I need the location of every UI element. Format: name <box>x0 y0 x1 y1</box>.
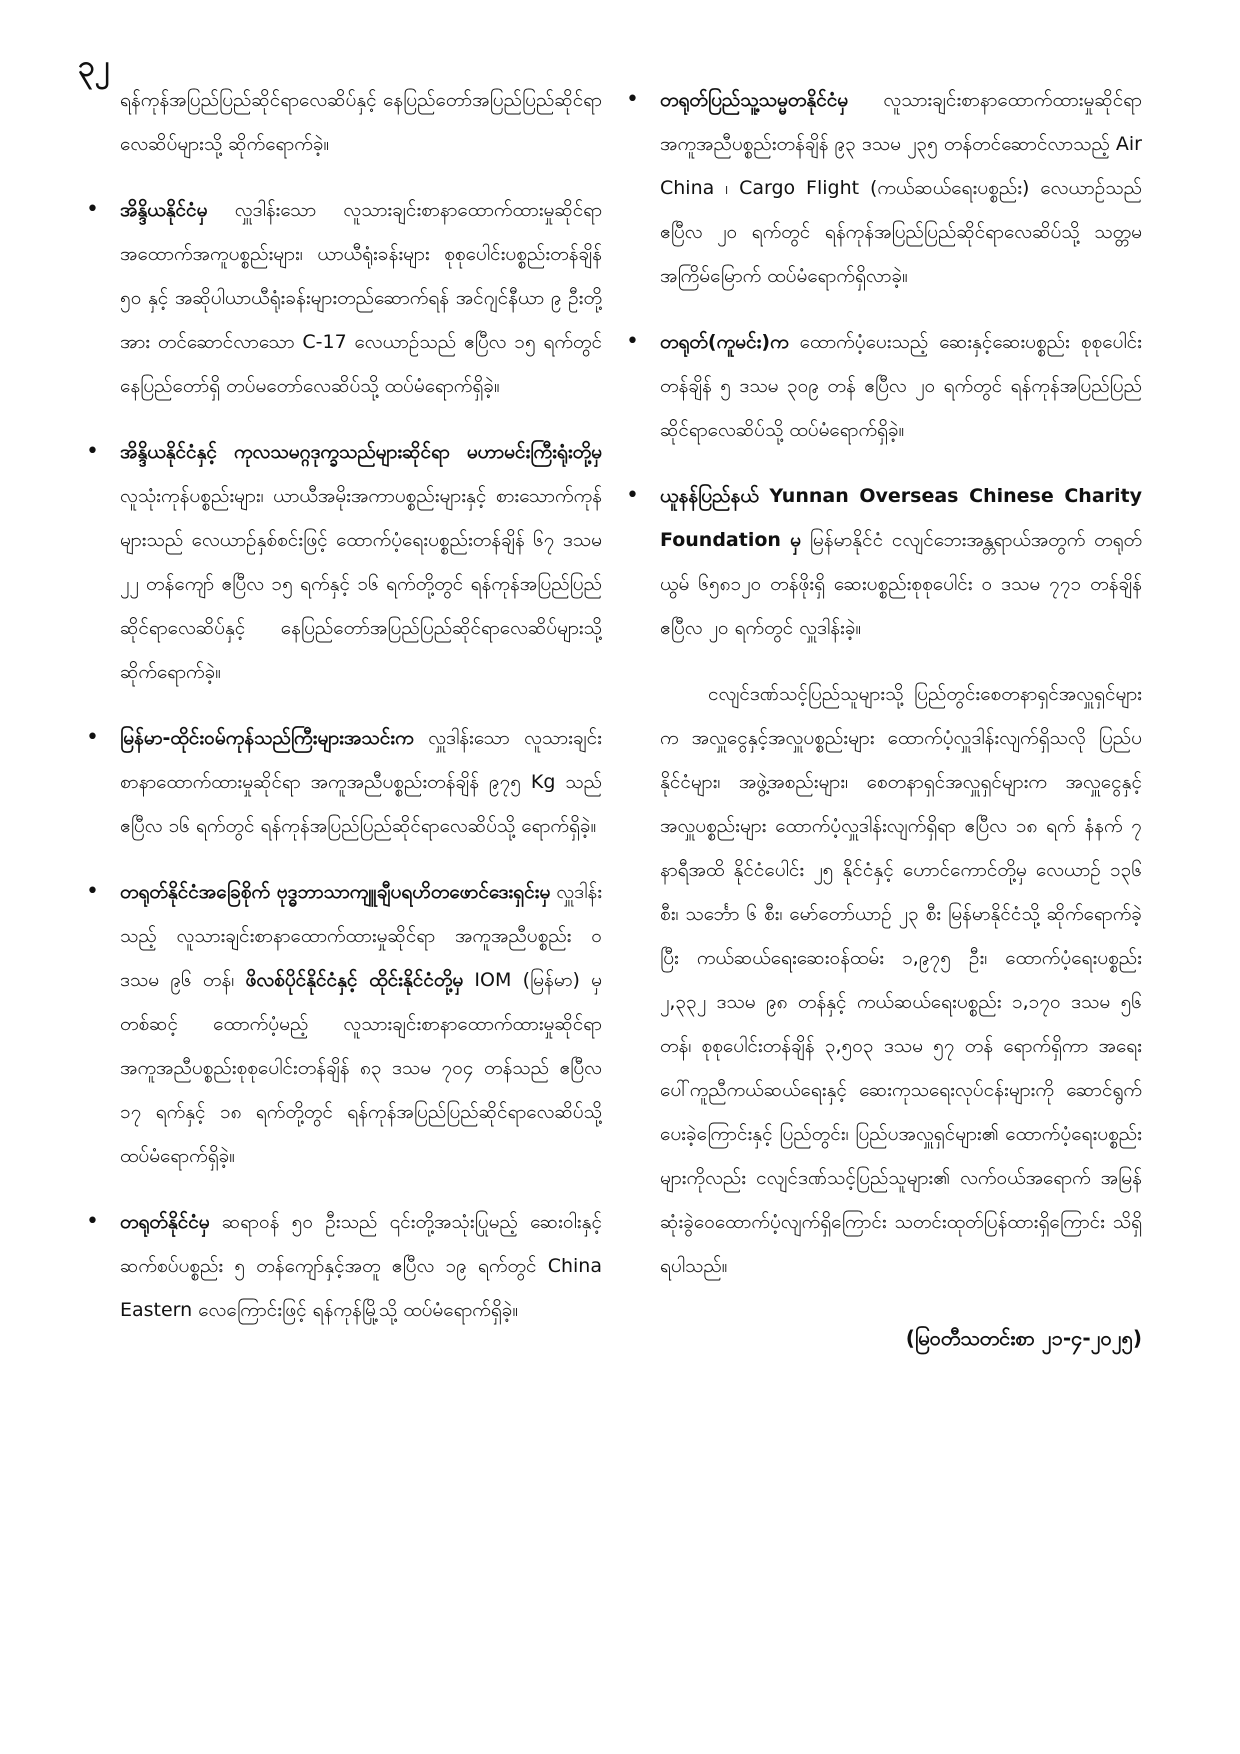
bullet-icon: • <box>86 879 99 904</box>
item-text: ထောက်ပံ့ပေးသည့် ဆေးနှင့်ဆေးပစ္စည်း စုစုပေါင်းတန်ချိန် ၅ ဒသမ ၃၀၉ တန် ဧပြီလ ၂၀ ရက်တွင် ရန်ကုန်အပြည်ပြည်ဆိုင်ရာလေဆိပ်သို့ ထပ်မံရောက်ရှိခဲ့။ <box>660 331 1142 441</box>
left-column <box>86 78 603 1354</box>
item-lead: တရုတ်ပြည်သူ့သမ္မတနိုင်ငံမှ <box>660 89 849 111</box>
list-item <box>86 188 602 408</box>
left-continuation-paragraph: ရန်ကုန်အပြည်ပြည်ဆိုင်ရာလေဆိပ်နှင့် နေပြည်တော်အပြည်ပြည်ဆိုင်ရာလေဆိပ်များသို့ ဆိုက်ရောက်ခဲ့။ <box>120 89 602 155</box>
item-text: လူသုံးကုန်ပစ္စည်းများ၊ ယာယီအမိုးအကာပစ္စည်းများနှင့် စားသောက်ကုန်များသည် လေယာဉ်နှစ်စင်းဖြင့် ထောက်ပံ့ရေးပစ္စည်းတန်ချိန် ၆၇ ဒသမ ၂၂ တန်ကျော် ဧပြီလ ၁၅ ရက်နှင့် ၁၆ ရက်တို့တွင် ရန်ကုန်အပြည်ပြည်ဆိုင်ရာလေဆိပ်နှင့် နေပြည်တော်အပြည်ပြည်ဆိုင်ရာလေဆိပ်များသို့ ဆိုက်ရောက်ခဲ့။ <box>120 485 602 683</box>
bullet-icon: • <box>626 87 639 112</box>
item-text: ဆရာဝန် ၅၀ ဦးသည် ၎င်းတို့အသုံးပြုမည့် ဆေးဝါးနှင့်ဆက်စပ်ပစ္စည်း ၅ တန်ကျော်နှင့်အတူ ဧပြီလ ၁၉ ရက်တွင် China Eastern လေကြောင်းဖြင့် ရန်ကုန်မြို့သို့ ထပ်မံရောက်ရှိခဲ့။ <box>120 1211 602 1321</box>
item-lead: မြန်မာ-ထိုင်းဝမ်ကုန်သည်ကြီးများအသင်းက <box>120 727 414 749</box>
bullet-icon: • <box>86 725 99 750</box>
list-item <box>86 716 602 848</box>
item-text: လှူဒါန်းသော လူသားချင်းစာနာထောက်ထားမှုဆိုင်ရာ အကူအညီပစ္စည်းတန်ချိန် ၉၇၅ Kg သည် ဧပြီလ ၁၆ ရက်တွင် ရန်ကုန်အပြည်ပြည်ဆိုင်ရာလေဆိပ်သို့ ရောက်ရှိခဲ့။ <box>120 727 602 837</box>
item-text: လှူဒါန်းသည့် လူသားချင်းစာနာထောက်ထားမှုဆိုင်ရာ အကူအညီပစ္စည်း ၀ ဒသမ ၉၆ တန်၊ <box>120 881 603 991</box>
left-bullet-list <box>86 188 603 1332</box>
bullet-icon: • <box>626 329 639 354</box>
right-column <box>626 78 1142 1360</box>
right-bullet-list <box>626 78 1142 650</box>
bullet-icon: • <box>86 1209 99 1234</box>
item-lead: ယူနန်ပြည်နယ် Yunnan Overseas Chinese Charity Foundation မှ <box>660 485 1142 551</box>
item-text-secondary: IOM (မြန်မာ) မှတစ်ဆင့် ထောက်ပံ့မည့် လူသားချင်းစာနာထောက်ထားမှုဆိုင်ရာ အကူအညီပစ္စည်းစုစုပေါင်းတန်ချိန် ၈၃ ဒသမ ၇၀၄ တန်သည် ဧပြီလ ၁၇ ရက်နှင့် ၁၈ ရက်တို့တွင် ရန်ကုန်အပြည်ပြည်ဆိုင်ရာလေဆိပ်သို့ ထပ်မံရောက်ရှိခဲ့။ <box>120 969 603 1167</box>
item-text: လူသားချင်းစာနာထောက်ထားမှုဆိုင်ရာ အကူအညီပစ္စည်းတန်ချိန် ၉၃ ဒသမ ၂၃၅ တန်တင်ဆောင်လာသည့် Air China ၊ Cargo Flight (ကယ်ဆယ်ရေးပစ္စည်း) လေယာဉ်သည် ဧပြီလ ၂၀ ရက်တွင် ရန်ကုန်အပြည်ပြည်ဆိုင်ရာလေဆိပ်သို့ သတ္တမအကြိမ်မြောက် ထပ်မံရောက်ရှိလာခဲ့။ <box>660 89 1142 287</box>
source-citation: (မြဝတီသတင်းစာ ၂၁-၄-၂၀၂၅) <box>905 1326 1142 1350</box>
bullet-icon: • <box>626 483 639 508</box>
list-item <box>86 430 602 694</box>
item-text: လှူဒါန်းသော လူသားချင်းစာနာထောက်ထားမှုဆိုင်ရာ အထောက်အကူပစ္စည်းများ၊ ယာယီရုံးခန်းများ စုစုပေါင်းပစ္စည်းတန်ချိန် ၅၀ နှင့် အဆိုပါယာယီရုံးခန်းများတည်ဆောက်ရန် အင်ဂျင်နီယာ ၉ ဦးတို့အား တင်ဆောင်လာသော C-17 လေယာဉ်သည် ဧပြီလ ၁၅ ရက်တွင် နေပြည်တော်ရှိ တပ်မတော်လေဆိပ်သို့ ထပ်မံရောက်ရှိခဲ့။ <box>120 199 602 397</box>
list-item <box>626 320 1142 452</box>
item-lead: တရုတ်(ကူမင်း)က <box>660 331 789 353</box>
item-lead-secondary: ဖိလစ်ပိုင်နိုင်ငံနှင့် ထိုင်းနိုင်ငံတို့မှ <box>245 969 464 991</box>
list-item <box>86 870 603 1178</box>
bullet-icon: • <box>86 197 99 222</box>
item-lead: အိန္ဒိယနိုင်ငံနှင့် ကုလသမဂ္ဂဒုက္ခသည်များဆိုင်ရာ မဟာမင်းကြီးရုံးတို့မှ <box>120 441 602 463</box>
list-item <box>626 474 1142 650</box>
item-text: မြန်မာနိုင်ငံ ငလျင်ဘေးအန္တရာယ်အတွက် တရုတ်ယွမ် ၆၅၈၁၂၀ တန်ဖိုးရှိ ဆေးပစ္စည်းစုစုပေါင်း ၀ ဒသမ ၇၇၁ တန်ချိန် ဧပြီလ ၂၀ ရက်တွင် လှူဒါန်းခဲ့။ <box>660 529 1142 639</box>
item-lead: တရုတ်နိုင်ငံမှ <box>120 1211 210 1233</box>
item-lead: အိန္ဒိယနိုင်ငံမှ <box>120 199 208 221</box>
page-number: ၃၂ <box>78 49 110 84</box>
list-item <box>626 78 1142 298</box>
item-lead: တရုတ်နိုင်ငံအခြေစိုက် ဗုဒ္ဓဘာသာကျူချီပရဟိတဖောင်ဒေးရှင်းမှ <box>120 881 551 903</box>
bullet-icon: • <box>86 439 99 464</box>
list-item <box>86 1200 602 1332</box>
summary-paragraph: ငလျင်ဒဏ်သင့်ပြည်သူများသို့ ပြည်တွင်းစေတနာရှင်အလှူရှင်များက အလှူငွေနှင့်အလှူပစ္စည်းများ ထောက်ပံ့လှူဒါန်းလျက်ရှိသလို ပြည်ပနိုင်ငံများ၊ အဖွဲ့အစည်းများ၊ စေတနာရှင်အလှူရှင်များက အလှူငွေနှင့် အလှူပစ္စည်းများ ထောက်ပံ့လှူဒါန်းလျက်ရှိရာ ဧပြီလ ၁၈ ရက် နံနက် ၇ နာရီအထိ နိုင်ငံပေါင်း ၂၅ နိုင်ငံနှင့် ဟောင်ကောင်တို့မှ လေယာဉ် ၁၃၆ စီး၊ သင်္ဘော ၆ စီး၊ မော်တော်ယာဉ် ၂၃ စီး မြန်မာနိုင်ငံသို့ ဆိုက်ရောက်ခဲ့ပြီး ကယ်ဆယ်ရေးဆေးဝန်ထမ်း ၁,၉၇၅ ဦး၊ ထောက်ပံ့ရေးပစ္စည်း ၂,၃၃၂ ဒသမ ၉၈ တန်နှင့် ကယ်ဆယ်ရေးပစ္စည်း ၁,၁၇၀ ဒသမ ၅၆ တန်၊ စုစုပေါင်းတန်ချိန် ၃,၅၀၃ ဒသမ ၅၇ တန် ရောက်ရှိကာ အရေးပေါ်ကူညီကယ်ဆယ်ရေးနှင့် ဆေးကုသရေးလုပ်ငန်းများကို ဆောင်ရွက်ပေးခဲ့ကြောင်းနှင့် ပြည်တွင်း၊ ပြည်ပအလှူရှင်များ၏ ထောက်ပံ့ရေးပစ္စည်းများကိုလည်း ငလျင်ဒဏ်သင့်ပြည်သူများ၏ လက်ဝယ်အရောက် အမြန်ဆုံးခွဲဝေထောက်ပံ့လျက်ရှိကြောင်း သတင်းထုတ်ပြန်ထားရှိကြောင်း သိရှိရပါသည်။ <box>660 683 1142 1277</box>
